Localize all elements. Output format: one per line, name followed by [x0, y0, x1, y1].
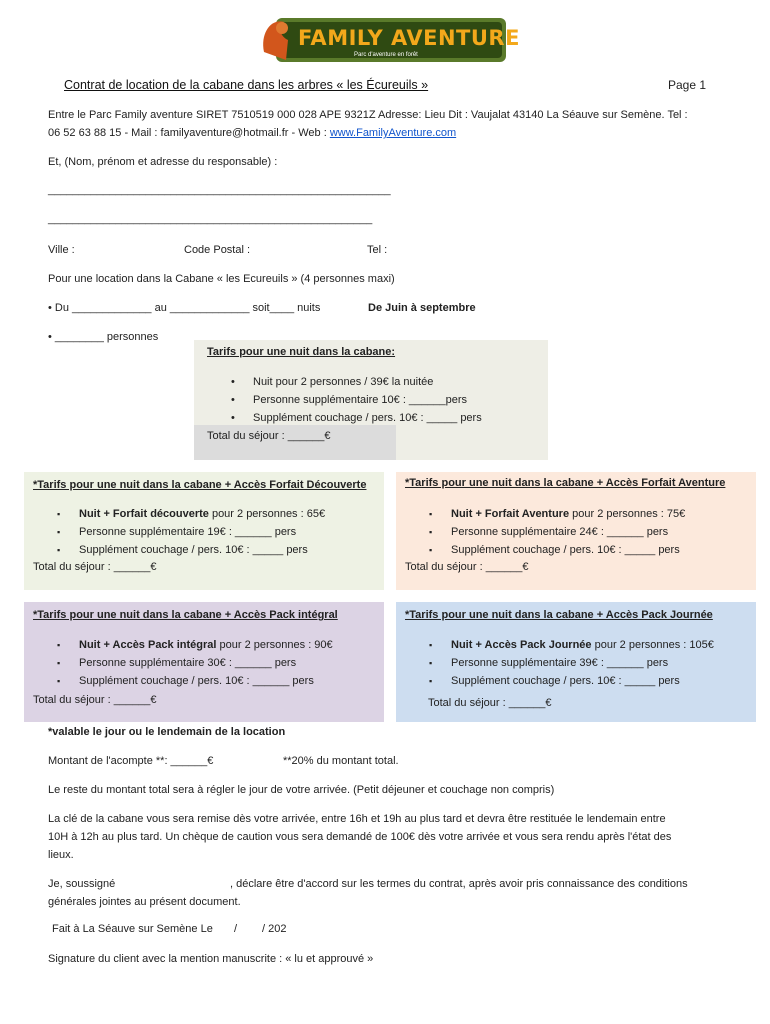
season-label: De Juin à septembre	[368, 302, 476, 314]
list-item: ▪ Supplément couchage / pers. 10€ : _____ pers	[429, 544, 680, 556]
tarif-aventure-total: Total du séjour : ______€	[405, 561, 529, 573]
page-number: Page 1	[668, 78, 707, 92]
client-line-b[interactable]: _____________________________________________________	[48, 213, 373, 225]
tarif-decouverte-box	[24, 472, 384, 590]
list-item: ▪ Personne supplémentaire 30€ : ______ pers	[57, 657, 297, 669]
tarif-aventure-list	[405, 505, 685, 559]
agreement-prefix: Je, soussigné	[48, 878, 116, 890]
tarif-journee-title: *Tarifs pour une nuit dans la cabane + Accès Pack Journée	[405, 609, 713, 621]
tarif-journee-list	[405, 636, 714, 690]
list-item: ▪ Personne supplémentaire 24€ : ______ pers	[429, 526, 669, 538]
tarif-integral-box	[24, 602, 384, 722]
contact-info: 06 52 63 88 15 - Mail : familyaventure@hotmail.fr - Web :	[48, 127, 330, 139]
document-title: Contrat de location de la cabane dans les arbres « les Écureuils »	[64, 78, 429, 92]
tarif-integral-list	[33, 636, 333, 690]
tarif-base-list	[207, 373, 482, 427]
key-text-3: lieux.	[48, 849, 74, 861]
tarif-base-title: Tarifs pour une nuit dans la cabane:	[207, 346, 396, 358]
signature-label: Signature du client avec la mention manuscrite : « lu et approuvé »	[48, 953, 374, 965]
location-persons: • ________ personnes	[48, 331, 159, 343]
tarif-aventure-box	[396, 472, 756, 590]
ville-label: Ville :	[48, 244, 75, 256]
client-line-a[interactable]: ________________________________________________________	[48, 184, 391, 196]
list-item: ▪ Nuit + Accès Pack Journée pour 2 personnes : 105€	[429, 639, 714, 651]
list-item: ▪ Supplément couchage / pers. 10€ : ______ pers	[57, 675, 314, 687]
tarif-journee-total: Total du séjour : ______€	[428, 697, 552, 709]
logo-text: FAMILY AVENTURE	[298, 26, 520, 50]
code-postal-label: Code Postal :	[184, 244, 251, 256]
validity-note: *valable le jour ou le lendemain de la location	[48, 726, 286, 738]
date-slash-2: / 202	[262, 923, 287, 935]
list-item: ▪ Supplément couchage / pers. 10€ : _____ pers	[429, 675, 680, 687]
location-intro: Pour une location dans la Cabane « les Ecureuils » (4 personnes maxi)	[48, 273, 395, 285]
agreement-text: , déclare être d'accord sur les termes du contrat, après avoir pris connaissance des conditions	[230, 878, 688, 890]
list-item: • Personne supplémentaire 10€ : ______pers	[231, 394, 468, 406]
tarif-integral-total: Total du séjour : ______€	[33, 694, 157, 706]
place-date-label: Fait à La Séauve sur Semène Le	[52, 923, 213, 935]
intro-line-1: Entre le Parc Family aventure SIRET 7510519 000 028 APE 9321Z Adresse: Lieu Dit : Vaujalat 43140 La Séauve sur Semène. Tel :	[48, 109, 688, 121]
client-label: Et, (Nom, prénom et adresse du responsable) :	[48, 156, 278, 168]
logo-subtext: Parc d'aventure en forêt	[354, 52, 418, 58]
agreement-text-2: générales jointes au présent document.	[48, 896, 241, 908]
list-item: • Nuit pour 2 personnes / 39€ la nuitée	[231, 376, 434, 388]
intro-line-2	[48, 127, 456, 139]
tarif-base-box	[194, 340, 548, 460]
remainder-text: Le reste du montant total sera à régler le jour de votre arrivée. (Petit déjeuner et couchage non compris)	[48, 784, 555, 796]
list-item: ▪ Personne supplémentaire 39€ : ______ pers	[429, 657, 669, 669]
tarif-decouverte-total: Total du séjour : ______€	[33, 561, 157, 573]
list-item: ▪ Nuit + Forfait découverte pour 2 personnes : 65€	[57, 508, 326, 520]
family-aventure-logo	[258, 12, 520, 68]
tarif-aventure-title: *Tarifs pour une nuit dans la cabane + Accès Forfait Aventure	[405, 477, 726, 489]
website-link[interactable]: www.FamilyAventure.com	[329, 127, 457, 139]
list-item: ▪ Nuit + Forfait Aventure pour 2 personnes : 75€	[429, 508, 686, 520]
key-text-2: 10H à 12h au plus tard. Un chèque de caution vous sera demandé de 100€ dès votre arrivée et vous sera rendu après l'état des	[48, 831, 672, 843]
tarif-integral-title: *Tarifs pour une nuit dans la cabane + Accès Pack intégral	[33, 609, 338, 621]
key-text-1: La clé de la cabane vous sera remise dès votre arrivée, entre 16h et 19h au plus tard et devra être restituée le lendemain entre	[48, 813, 666, 825]
list-item: ▪ Personne supplémentaire 19€ : ______ pers	[57, 526, 297, 538]
list-item: • Supplément couchage / pers. 10€ : _____ pers	[231, 412, 482, 424]
deposit-note: **20% du montant total.	[283, 755, 399, 767]
tarif-journee-box	[396, 602, 756, 722]
deposit-amount: Montant de l'acompte **: ______€	[48, 755, 214, 767]
location-dates: • Du _____________ au _____________ soit____ nuits	[48, 302, 321, 314]
date-slash-1: /	[234, 923, 238, 935]
tarif-decouverte-title: *Tarifs pour une nuit dans la cabane + Accès Forfait Découverte	[33, 479, 367, 491]
list-item: ▪ Nuit + Accès Pack intégral pour 2 personnes : 90€	[57, 639, 333, 651]
tarif-decouverte-list	[33, 505, 325, 559]
list-item: ▪ Supplément couchage / pers. 10€ : _____ pers	[57, 544, 308, 556]
tarif-base-total: Total du séjour : ______€	[207, 430, 331, 442]
tel-label: Tel :	[367, 244, 388, 256]
